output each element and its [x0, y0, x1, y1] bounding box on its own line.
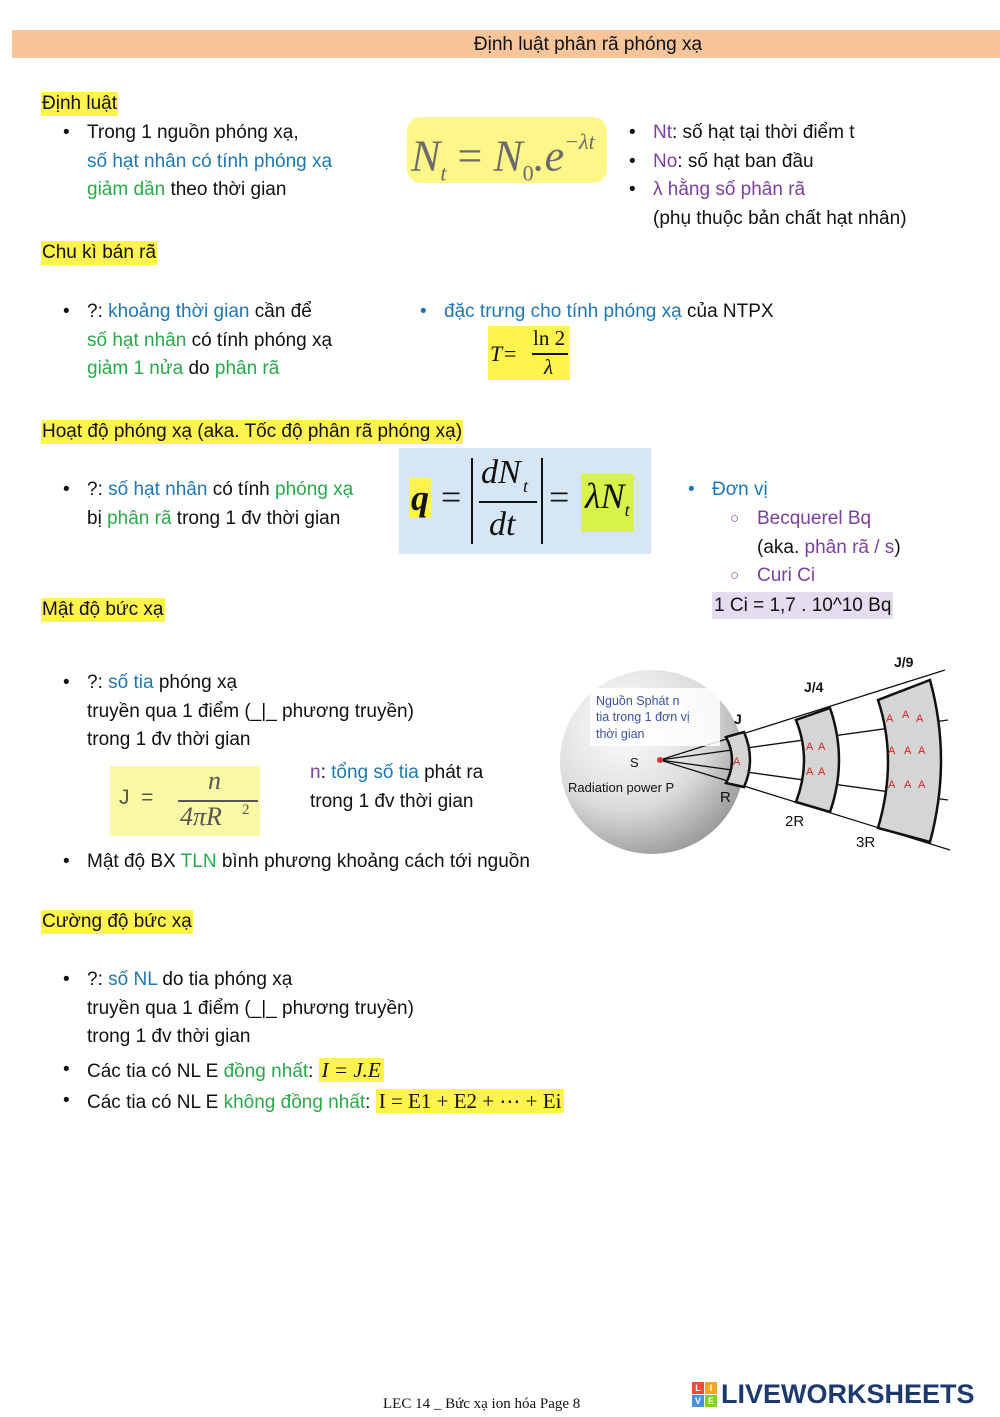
svg-text:A: A	[806, 741, 814, 753]
svg-text:tia trong 1 đơn vị: tia trong 1 đơn vị	[596, 710, 690, 724]
density-law-line: • Mật độ BX TLN bình phương khoảng cách tới nguồn	[87, 848, 530, 877]
symbol-lambda-note: (phụ thuộc bản chất hạt nhân)	[653, 207, 907, 229]
svg-text:A: A	[888, 779, 896, 791]
svg-text:A: A	[888, 745, 896, 757]
intensity-cases	[87, 1056, 564, 1117]
inverse-square-figure	[560, 650, 955, 865]
svg-text:A: A	[918, 779, 926, 791]
intensity-uniform: • Các tia có NL E đồng nhất: I = J.E	[87, 1056, 564, 1087]
page-footer: LEC 14 _ Bức xạ ion hóa Page 8	[383, 1396, 581, 1412]
unit-curie: ○ Curi Ci	[757, 562, 901, 591]
svg-text:A: A	[733, 756, 741, 768]
unit-list	[712, 476, 768, 505]
half-life-line-1: • ?: khoảng thời gian cần để	[87, 298, 332, 327]
source-point	[657, 757, 663, 763]
law-line-2: số hạt nhân có tính phóng xạ	[87, 150, 333, 172]
half-life-feature	[444, 298, 774, 327]
half-life-list	[87, 298, 332, 384]
law-line-3: giảm dần theo thời gian	[87, 179, 287, 200]
symbol-no: • No: số hạt ban đầu	[653, 148, 907, 177]
density-line-2: truyền qua 1 điểm (_|_ phương truyền)	[87, 700, 414, 722]
svg-text:thời gian: thời gian	[596, 727, 645, 741]
unit-sublist	[757, 505, 901, 591]
n-definition: n: tổng số tia phát ra trong 1 đv thời gian	[310, 762, 484, 812]
svg-text:A: A	[818, 741, 826, 753]
svg-text:A: A	[904, 779, 912, 791]
uniform-equation: I = J.E	[319, 1058, 384, 1082]
section-heading-mat-do: Mật độ bức xạ	[42, 599, 164, 620]
half-life-feature-line: • đặc trưng cho tính phóng xạ của NTPX	[444, 298, 774, 327]
half-life-equation: T = ln 2 λ	[488, 326, 570, 380]
page-title: Định luật phân rã phóng xạ	[473, 34, 703, 55]
logo-blocks: L I V E	[692, 1382, 717, 1407]
symbol-nt: • Nt: số hạt tại thời điểm t	[653, 119, 907, 148]
activity-line-1: • ?: số hạt nhân có tính phóng xạ	[87, 476, 353, 505]
svg-text:Nguồn Sphát n: Nguồn Sphát n	[596, 694, 680, 708]
unit-heading: • Đơn vị	[712, 476, 768, 505]
svg-text:J: J	[734, 711, 742, 727]
svg-text:A: A	[886, 713, 894, 725]
unit-becquerel-note: (aka. phân rã / s)	[757, 536, 901, 558]
decay-law-equation: $N_t = N_0.e^{-\lambda t}$	[407, 117, 607, 183]
symbol-list	[653, 119, 907, 233]
intensity-list	[87, 966, 414, 1052]
half-life-line-2: số hạt nhân có tính phóng xạ	[87, 329, 333, 351]
svg-text:Radiation power P: Radiation power P	[568, 780, 675, 795]
svg-text:A: A	[918, 745, 926, 757]
surface-2r	[796, 708, 839, 812]
liveworksheets-logo: L I V E LIVEWORKSHEETS	[692, 1378, 975, 1410]
section-heading-dinh-luat: Định luật	[42, 93, 117, 114]
intensity-line-2: truyền qua 1 điểm (_|_ phương truyền)	[87, 997, 414, 1019]
half-life-line-3: giảm 1 nửa do phân rã	[87, 358, 280, 379]
section-heading-cuong-do: Cường độ bức xạ	[42, 911, 192, 932]
density-equation: J = n 4πR 2	[110, 766, 260, 836]
intensity-nonuniform: • Các tia có NL E không đồng nhất: I = E1 + E2 + ⋯ + Ei	[87, 1087, 564, 1118]
svg-text:A: A	[818, 766, 826, 778]
nonuniform-equation: I = E1 + E2 + ⋯ + Ei	[376, 1089, 565, 1113]
intensity-line-1: • ?: số NL do tia phóng xạ	[87, 966, 414, 995]
symbol-lambda: • λ hằng số phân rã	[653, 176, 907, 205]
svg-text:J/4: J/4	[804, 679, 824, 695]
activity-list	[87, 476, 353, 533]
intensity-line-3: trong 1 đv thời gian	[87, 1026, 251, 1047]
svg-text:R: R	[720, 789, 731, 806]
svg-text:S: S	[630, 755, 639, 770]
law-list	[87, 119, 332, 205]
activity-equation: q = dN t dt = $\lambda N_t$	[399, 448, 651, 554]
svg-text:2R: 2R	[785, 813, 805, 830]
section-heading-chu-ki: Chu kì bán rã	[42, 242, 157, 263]
svg-text:A: A	[902, 709, 910, 721]
surface-3r	[878, 680, 941, 842]
density-law	[87, 848, 530, 877]
svg-text:J/9: J/9	[894, 654, 914, 670]
density-line-3: trong 1 đv thời gian	[87, 729, 251, 750]
unit-becquerel: ○ Becquerel Bq	[757, 505, 901, 534]
svg-text:A: A	[916, 713, 924, 725]
section-heading-hoat-do: Hoạt độ phóng xạ (aka. Tốc độ phân rã phóng xạ)	[42, 421, 463, 442]
svg-text:A: A	[904, 745, 912, 757]
density-list	[87, 669, 414, 755]
title-bar	[12, 30, 1000, 58]
law-line-1: • Trong 1 nguồn phóng xạ,	[87, 119, 332, 148]
activity-line-2: bị phân rã trong 1 đv thời gian	[87, 507, 341, 529]
svg-text:A: A	[806, 766, 814, 778]
svg-text:3R: 3R	[856, 834, 876, 851]
curie-conversion: 1 Ci = 1,7 . 10^10 Bq	[712, 592, 893, 619]
density-line-1: • ?: số tia phóng xạ	[87, 669, 414, 698]
